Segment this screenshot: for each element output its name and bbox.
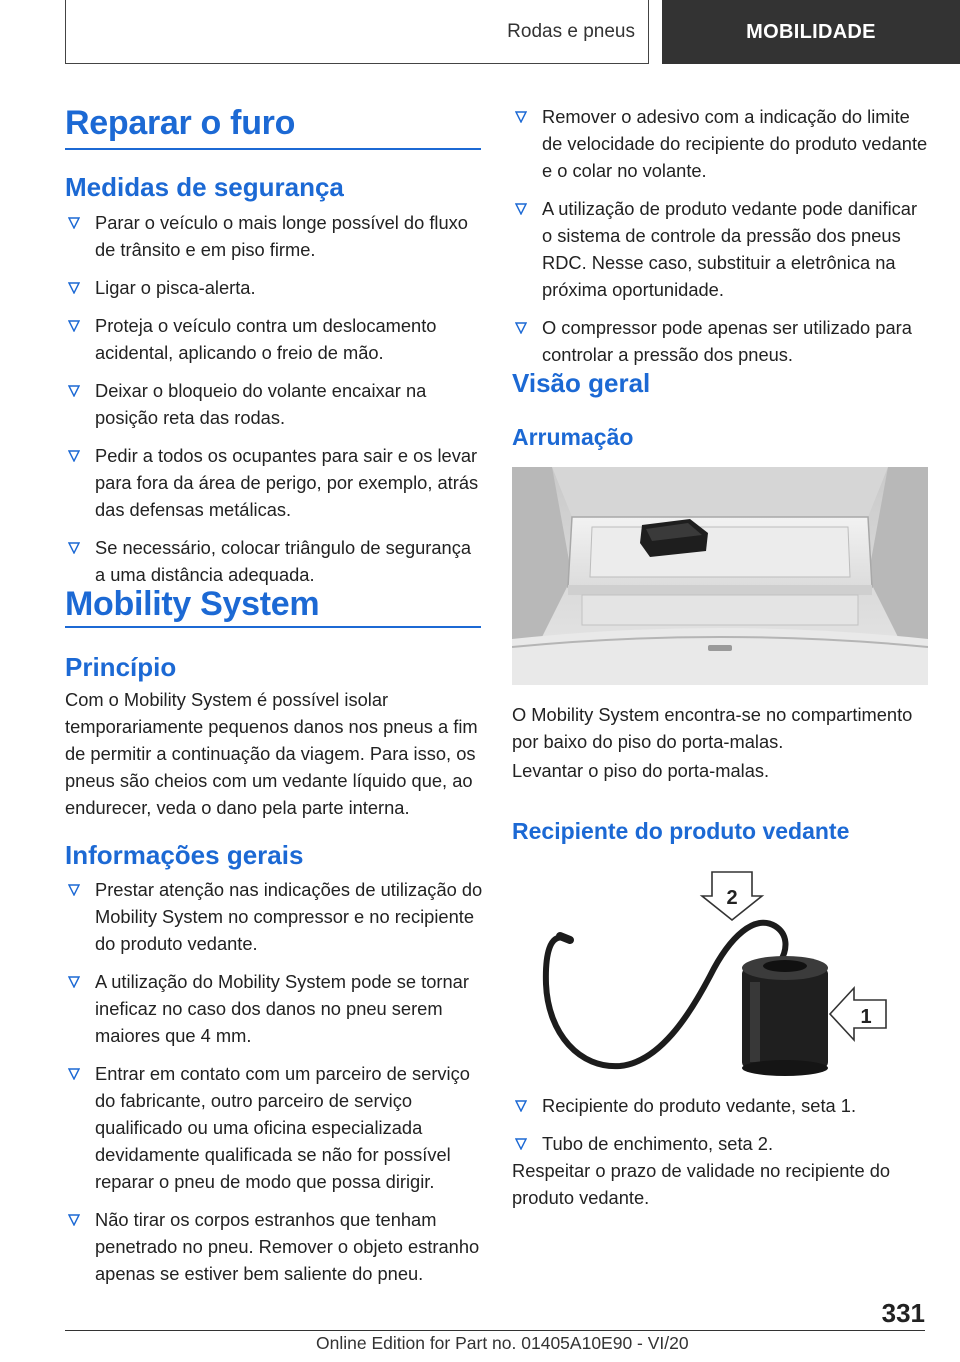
list-item-text: A utilização do Mobility System pode se tornar ineficaz no caso dos danos no pneu serem maiores que 4 mm. (95, 971, 469, 1046)
arrow-1-label: 1 (860, 1006, 872, 1028)
list-item-text: Recipiente do produto vedante, seta 1. (542, 1095, 857, 1116)
heading-sealant-container: Recipiente do produto vedante (512, 818, 850, 844)
list-item (512, 1092, 930, 1119)
list-item (65, 534, 485, 588)
list-item (512, 195, 930, 303)
heading-overview: Visão geral (512, 368, 651, 398)
footer-rule (65, 1330, 925, 1331)
general-info-list (65, 876, 485, 1298)
bullet-triangle-icon (68, 217, 80, 229)
list-item (65, 1206, 485, 1287)
edition-info: Online Edition for Part no. 01405A10E90 - VI/20 (316, 1333, 689, 1353)
list-item (512, 1130, 930, 1157)
bullet-triangle-icon (515, 322, 527, 334)
list-item-text: Proteja o veículo contra um deslocamento acidental, aplicando o freio de mão. (95, 315, 437, 363)
list-item (65, 442, 485, 523)
list-item-text: Pedir a todos os ocupantes para sair e os levar para fora da área de perigo, por exemplo, atrás das defensas metálicas. (95, 445, 479, 520)
title-reparar-o-furo: Reparar o furo (65, 104, 296, 142)
list-item-text: Ligar o pisca-alerta. (95, 277, 256, 298)
bullet-triangle-icon (68, 1068, 80, 1080)
list-item (512, 103, 930, 184)
bullet-triangle-icon (515, 203, 527, 215)
list-item-text: Entrar em contato com um parceiro de serviço do fabricante, outro parceiro de serviço qualificado ou uma oficina especializada devidamente qualificada se não for possível reparar o pneu de modo que possa dirigir. (95, 1063, 470, 1192)
heading-principle: Princípio (65, 652, 177, 682)
bullet-triangle-icon (68, 320, 80, 332)
list-item (65, 274, 485, 301)
trunk-storage-photo (512, 467, 928, 685)
list-item-text: Parar o veículo o mais longe possível do fluxo de trânsito e em piso firme. (95, 212, 468, 260)
list-item (65, 312, 485, 366)
list-item-text: O compressor pode apenas ser utilizado para controlar a pressão dos pneus. (542, 317, 912, 365)
bullet-triangle-icon (515, 1100, 527, 1112)
header-section-title: Rodas e pneus (507, 21, 635, 42)
list-item (65, 209, 485, 263)
list-item-text: A utilização de produto vedante pode danificar o sistema de controle da pressão dos pneus RDC. Nesse caso, substituir a eletrônica na próxima oportunidade. (542, 198, 918, 300)
bullet-triangle-icon (515, 1138, 527, 1150)
title-rule (65, 148, 481, 150)
bullet-triangle-icon (68, 450, 80, 462)
bullet-triangle-icon (68, 976, 80, 988)
bullet-triangle-icon (68, 542, 80, 554)
bullet-triangle-icon (68, 1214, 80, 1226)
page-number: 331 (881, 1298, 925, 1328)
list-item (65, 377, 485, 431)
bullet-triangle-icon (68, 282, 80, 294)
list-item-text: Remover o adesivo com a indicação do limite de velocidade do recipiente do produto vedante e o colar no volante. (542, 106, 928, 181)
list-item-text: Deixar o bloqueio do volante encaixar na posição reta das rodas. (95, 380, 427, 428)
arrow-2-label: 2 (726, 887, 738, 909)
storage-text-2: Levantar o piso do porta-malas. (512, 760, 770, 781)
list-item (65, 1060, 485, 1195)
header-chapter-tab: MOBILIDADE (662, 0, 960, 64)
sealant-container-illustration (540, 864, 900, 1078)
right-top-list (512, 103, 930, 379)
heading-general-info: Informações gerais (65, 840, 304, 870)
heading-storage: Arrumação (512, 424, 634, 450)
sealant-note: Respeitar o prazo de validade no recipiente do produto vedante. (512, 1160, 891, 1208)
bullet-triangle-icon (68, 385, 80, 397)
bullet-triangle-icon (68, 884, 80, 896)
list-item-text: Prestar atenção nas indicações de utilização do Mobility System no compressor e no recipiente do produto vedante. (95, 879, 483, 954)
title-rule (65, 626, 481, 628)
list-item (65, 968, 485, 1049)
arrow-1-icon (830, 988, 886, 1040)
arrow-2-icon (702, 872, 762, 920)
list-item-text: Tubo de enchimento, seta 2. (542, 1133, 774, 1154)
title-mobility-system: Mobility System (65, 585, 320, 623)
list-item (65, 876, 485, 957)
principle-text: Com o Mobility System é possível isolar temporariamente pequenos danos nos pneus a fim de permitir a continuação da viagem. Para isso, os pneus são cheios com um vedante líquido que, ao endurecer, veda o dano pela parte interna. (65, 689, 478, 818)
heading-safety: Medidas de segurança (65, 172, 344, 202)
list-item-text: Se necessário, colocar triângulo de segurança a uma distância adequada. (95, 537, 472, 585)
safety-list (65, 209, 485, 599)
bullet-triangle-icon (515, 111, 527, 123)
storage-text-1: O Mobility System encontra-se no compartimento por baixo do piso do porta-malas. (512, 704, 913, 752)
list-item-text: Não tirar os corpos estranhos que tenham penetrado no pneu. Remover o objeto estranho apenas se estiver bem saliente do pneu. (95, 1209, 480, 1284)
list-item (512, 314, 930, 368)
